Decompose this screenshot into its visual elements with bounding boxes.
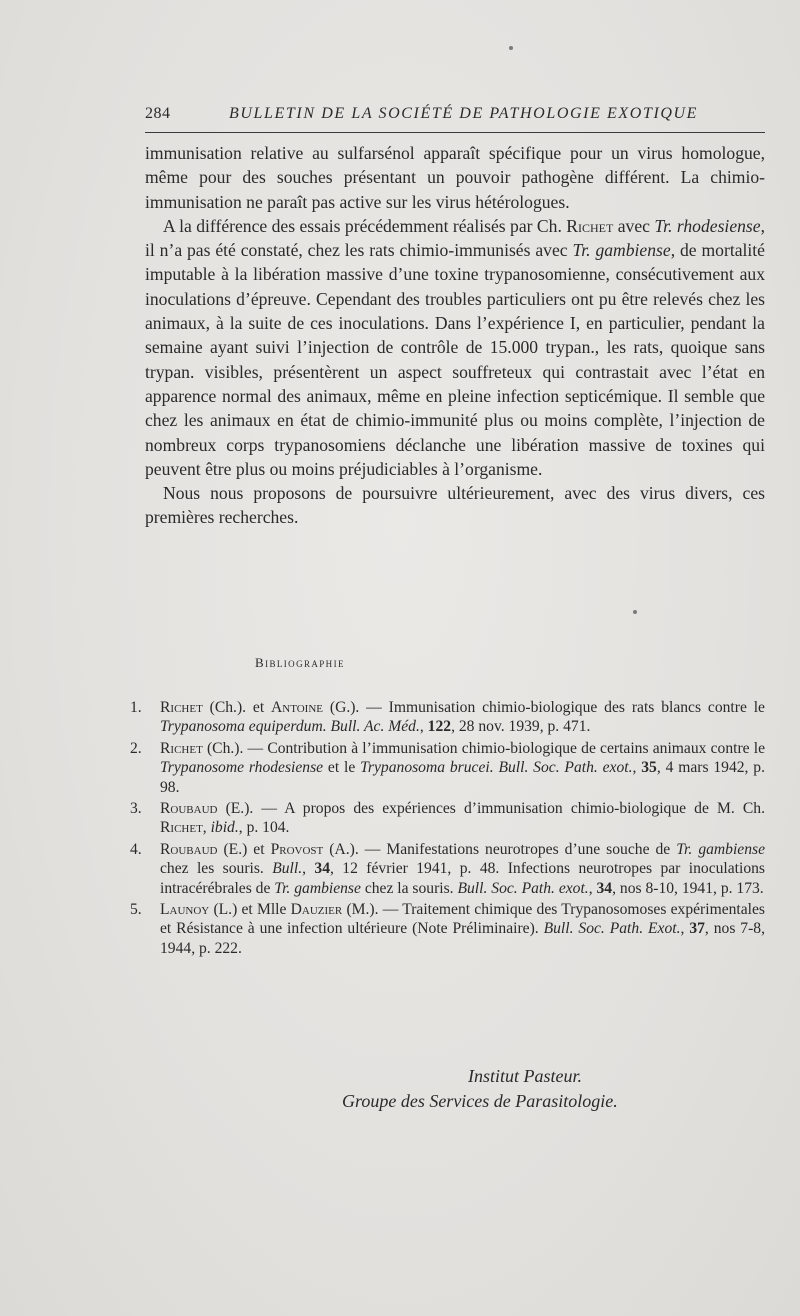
bib-text: ,	[302, 860, 315, 878]
bib-author: Antoine	[271, 699, 324, 716]
bib-entry-2	[130, 739, 765, 797]
bib-author: Richet	[160, 699, 203, 716]
bib-text: ,	[419, 718, 428, 736]
bibliography-title: Bibliographie	[255, 655, 345, 670]
speck-mark	[633, 610, 637, 614]
bib-text: (E.) et	[217, 840, 271, 858]
paragraph-3: Nous nous proposons de poursuivre ultérieurement, avec des virus divers, ces premières recherches.	[145, 483, 765, 528]
bib-italic: Tr. gambiense	[676, 840, 766, 858]
bib-italic: Trypanosome rhodesiense	[160, 759, 324, 777]
p2-text-4: , de mortalité imputable à la libération massive d’une toxine trypanosomienne, consécutivement aux inoculations d’épreuve. Cependant des troubles particuliers ont pu être relevés chez les animaux, à la suite de ces inoculations. Dans l’expérience I, en particulier, pendant la semaine ayant suivi l’injection de contrôle de 15.000 trypan., les rats, quoique sans trypan. visibles, présentèrent un aspect souffreteux qui contrastait avec l’état en apparence normal des animaux, même en pleine infection septicémique. Il semble que chez les animaux en état de chimio-immunité plus ou moins complète, l’injection de nombreux corps trypanosomiens déclanche une libération massive de toxines qui peuvent être plus ou moins préjudiciables à l’organisme.	[145, 240, 765, 479]
bib-italic: Bull. Soc. Path. Exot.	[543, 920, 681, 938]
bib-author: Richet	[160, 739, 203, 757]
bib-text: (Ch.). — Contribution à l’immunisation chimio-biologique de certains animaux contre le	[202, 739, 765, 757]
journal-title: BULLETIN DE LA SOCIÉTÉ DE PATHOLOGIE EXOTIQUE	[229, 105, 699, 122]
bib-text: (E.). — A propos des expériences d’immunisation chimio-biologique de M. Ch.	[217, 800, 765, 818]
bib-italic: Tr. gambiense	[274, 879, 361, 897]
bib-volume: 35	[641, 759, 657, 777]
bib-text: ,	[632, 759, 642, 777]
bib-entry-5	[130, 900, 765, 958]
bib-text: (A.). — Manifestations neurotropes d’une souche de	[323, 840, 677, 858]
bib-entry-3	[130, 799, 765, 838]
bib-number: 5.	[130, 901, 142, 919]
bib-text: ,	[680, 920, 690, 938]
bib-author: Provost	[270, 840, 324, 858]
bib-text: (Ch.). et	[202, 699, 272, 716]
bib-italic: Bull. Soc. Path. exot.	[457, 879, 589, 897]
signature	[300, 1064, 730, 1114]
bib-text: , p. 104.	[238, 819, 290, 837]
bib-text: , 4 mars 1942, p. 98.	[160, 759, 765, 796]
bib-number: 3.	[130, 800, 142, 818]
bib-text: chez les souris.	[160, 860, 273, 878]
bib-text: et le	[323, 759, 361, 777]
bib-entry-4	[130, 840, 765, 898]
bib-volume: 122	[427, 718, 452, 736]
bib-text: chez la souris.	[360, 879, 458, 897]
bib-text: (L.) et Mlle	[209, 901, 291, 919]
header-rule	[145, 132, 765, 133]
bib-volume: 34	[596, 879, 613, 897]
running-header	[145, 101, 765, 127]
bib-text: (M.). — Traitement chimique des Trypanosomoses expérimentales et Résistance à une infection ultérieure (Note Préliminaire).	[160, 901, 766, 938]
p2-text-2: avec	[613, 215, 655, 236]
p2-text-1: A la différence des essais précédemment réalisés par Ch.	[163, 215, 567, 236]
bib-volume: 37	[689, 920, 705, 938]
bib-author: Roubaud	[160, 800, 218, 818]
bib-author: Launoy	[160, 901, 210, 919]
bib-author: Roubaud	[160, 840, 218, 858]
bib-number: 2.	[130, 739, 142, 757]
bib-text: ,	[202, 819, 211, 837]
paragraph-1: immunisation relative au sulfarsénol apparaît spécifique pour un virus homologue, même pour des souches présentant un pouvoir pathogène différent. La chimio-immunisation ne paraît pas active sur les virus hétérologues.	[145, 143, 765, 212]
page-number: 284	[145, 105, 171, 122]
speck-mark	[509, 46, 513, 50]
body-text	[145, 141, 765, 530]
bib-text: ,	[588, 879, 597, 897]
bib-text: , nos 7-8, 1944, p. 222.	[160, 920, 765, 957]
bib-entry-1	[130, 698, 765, 737]
bib-number: 1.	[130, 699, 142, 716]
bib-italic: Trypanosoma brucei. Bull. Soc. Path. exot.	[360, 759, 633, 777]
bib-italic: Bull.	[272, 860, 303, 878]
bib-author: Dauzier	[290, 901, 343, 919]
bib-author: Richet	[160, 819, 203, 837]
bib-text: , 28 nov. 1939, p. 471.	[451, 718, 591, 736]
bibliography	[130, 698, 765, 960]
species-rhodesiense: Tr. rhodesiense	[654, 215, 761, 236]
p2-text-3: , il n’a pas été constaté, chez les rats chimio-immunisés avec	[145, 215, 765, 261]
bib-italic: ibid.	[210, 819, 239, 837]
bib-volume: 34	[314, 860, 331, 878]
bib-number: 4.	[130, 840, 142, 858]
bib-italic: Trypanosoma equiperdum. Bull. Ac. Méd.	[160, 718, 420, 736]
bib-text: (G.). — Immunisation chimio-biologique des rats blancs contre le	[323, 699, 765, 716]
species-gambiense: Tr. gambiense	[572, 240, 671, 261]
bib-text: , nos 8-10, 1941, p. 173.	[612, 879, 764, 897]
signature-group: Groupe des Services de Parasitologie.	[342, 1091, 618, 1111]
bib-text: , 12 février 1941, p. 48. Infections neurotropes par inoculations intracérébrales de	[160, 860, 765, 897]
paragraph-2	[145, 214, 765, 481]
author-richet: Richet	[566, 215, 614, 236]
signature-institute: Institut Pasteur.	[468, 1066, 583, 1086]
